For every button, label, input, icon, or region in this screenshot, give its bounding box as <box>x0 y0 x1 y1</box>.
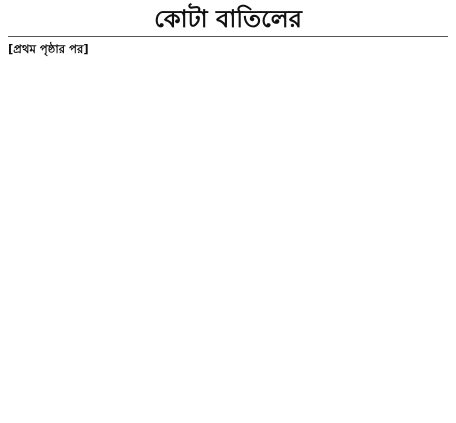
headline-rule <box>8 36 448 37</box>
headline: কোটা বাতিলের <box>154 4 302 33</box>
article-body <box>8 41 448 58</box>
continued-from-label: [প্রথম পৃষ্ঠার পর] <box>8 42 89 56</box>
